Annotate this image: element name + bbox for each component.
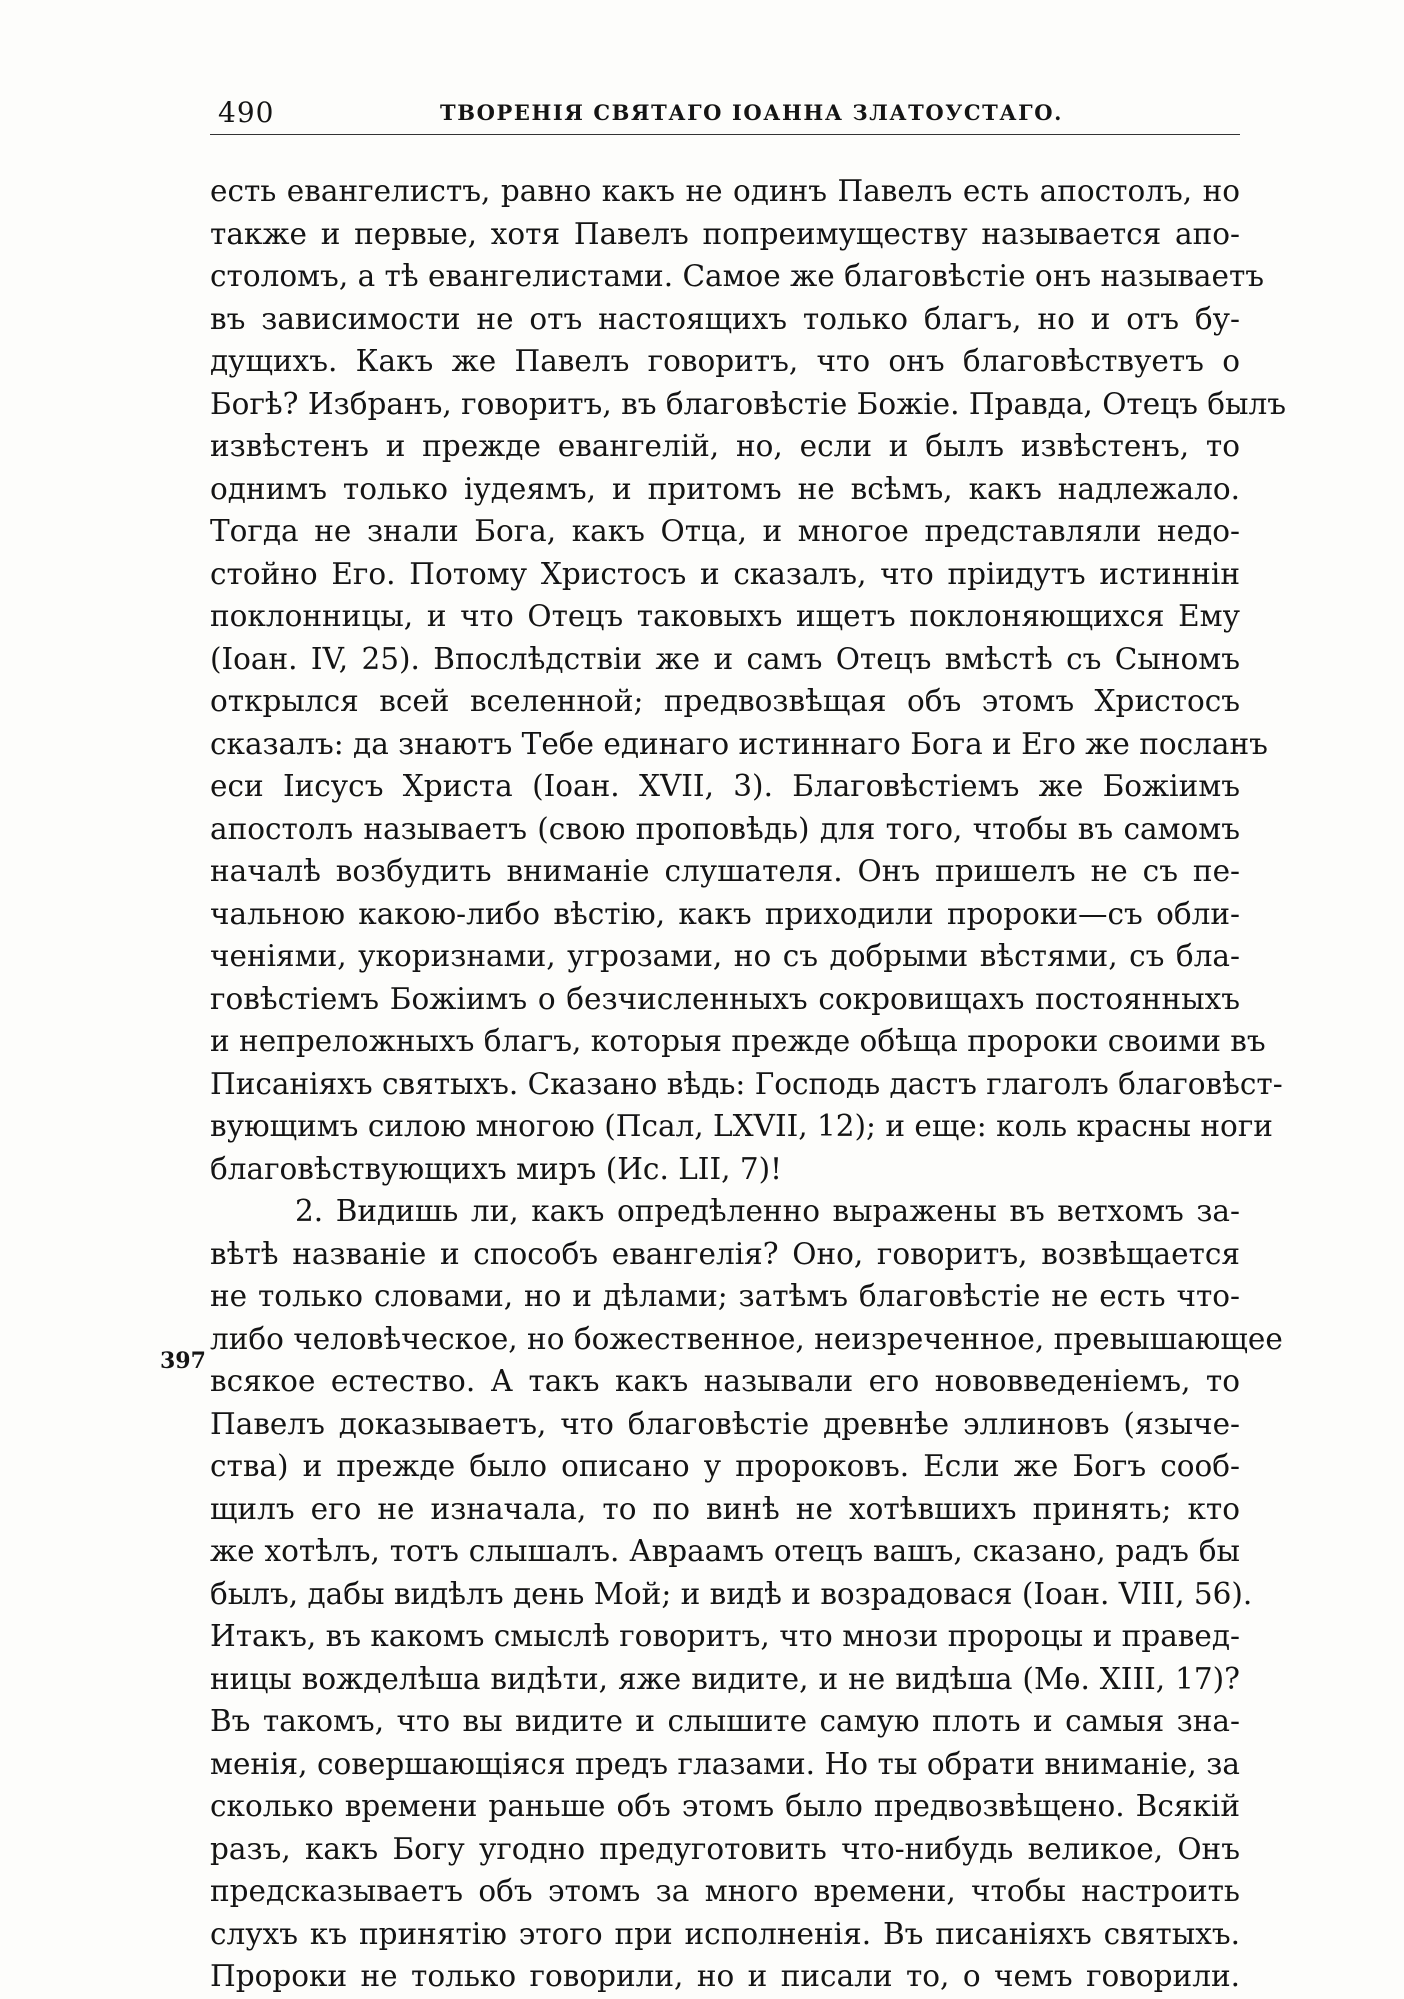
text-line: чальною какою-либо вѣстію, какъ приходили пророки—съ обли- bbox=[210, 896, 1240, 931]
body-text bbox=[210, 170, 1287, 1998]
text-line: извѣстенъ и прежде евангелій, но, если и былъ извѣстенъ, то bbox=[210, 429, 1240, 463]
text-line: также и первые, хотя Павелъ попреимуществу называется апо- bbox=[210, 216, 1240, 251]
text-line: открылся всей вселенной; предвозвѣщая объ этомъ Христосъ bbox=[210, 684, 1240, 718]
text-line: началѣ возбудить вниманіе слушателя. Онъ пришелъ не съ пе- bbox=[210, 854, 1240, 888]
text-line: апостолъ называетъ (свою проповѣдь) для того, чтобы въ самомъ bbox=[210, 811, 1240, 846]
text-line: всякое естество. А такъ какъ называли его нововведеніемъ, то bbox=[210, 1364, 1240, 1398]
text-line: есть евангелистъ, равно какъ не одинъ Павелъ есть апостолъ, но bbox=[210, 174, 1240, 208]
text-line: Богѣ? Избранъ, говоритъ, въ благовѣстіе Божіе. Правда, Отецъ былъ bbox=[210, 386, 1287, 421]
text-line: сколько времени раньше объ этомъ было предвозвѣщено. Всякій bbox=[210, 1789, 1240, 1823]
text-line: поклонницы, и что Отецъ таковыхъ ищетъ поклоняющихся Ему bbox=[210, 599, 1240, 633]
text-line: ницы вожделѣша видѣти, яже видите, и не видѣша (Мѳ. XIII, 17)? bbox=[210, 1661, 1240, 1696]
text-line: вующимъ силою многою (Псал, LXVII, 12); и еще: коль красны ноги bbox=[210, 1109, 1273, 1143]
text-line: говѣстіемъ Божіимъ о безчисленныхъ сокровищахъ постоянныхъ bbox=[210, 981, 1240, 1016]
text-line: благовѣствующихъ миръ (Ис. LII, 7)! bbox=[210, 1151, 782, 1186]
text-line: Писаніяхъ святыхъ. Сказано вѣдь: Господь дастъ глаголъ благовѣст- bbox=[210, 1066, 1283, 1101]
text-line: Павелъ доказываетъ, что благовѣстіе древнѣе эллиновъ (языче- bbox=[210, 1406, 1240, 1441]
text-line: однимъ только іудеямъ, и притомъ не всѣмъ, какъ надлежало. bbox=[210, 471, 1240, 506]
text-line: Въ такомъ, что вы видите и слышите самую плоть и самыя зна- bbox=[210, 1704, 1240, 1738]
header-rule bbox=[210, 134, 1240, 135]
text-line: щилъ его не изначала, то по винѣ не хотѣвшихъ принять; кто bbox=[210, 1491, 1240, 1526]
text-line: 2. Видишь ли, какъ опредѣленно выражены въ ветхомъ за- bbox=[295, 1194, 1240, 1228]
page-header bbox=[210, 96, 1240, 136]
text-line: разъ, какъ Богу угодно предуготовить что-нибудь великое, Онъ bbox=[210, 1831, 1240, 1866]
text-line: либо человѣческое, но божественное, неизреченное, превышающее bbox=[210, 1321, 1283, 1356]
text-line: Тогда не знали Бога, какъ Отца, и многое представляли недо- bbox=[210, 514, 1240, 548]
running-title: ТВОРЕНІЯ СВЯТАГО ІОАННА ЗЛАТОУСТАГО. bbox=[440, 100, 1064, 125]
text-line: Итакъ, въ какомъ смыслѣ говоритъ, что мнози пророцы и правед- bbox=[210, 1619, 1240, 1653]
text-line: и непреложныхъ благъ, которыя прежде обѣща пророки своими въ bbox=[210, 1024, 1266, 1058]
text-line: въ зависимости не отъ настоящихъ только благъ, но и отъ бу- bbox=[210, 301, 1240, 336]
text-line: ства) и прежде было описано у пророковъ. Если же Богъ сооб- bbox=[210, 1449, 1240, 1483]
text-line: слухъ къ принятію этого при исполненія. Въ писаніяхъ святыхъ. bbox=[210, 1916, 1240, 1951]
text-line: столомъ, а тѣ евангелистами. Самое же благовѣстіе онъ называетъ bbox=[210, 259, 1265, 293]
text-line: сказалъ: да знаютъ Тебе единаго истиннаго Бога и Его же посланъ bbox=[210, 726, 1268, 761]
page-number: 490 bbox=[218, 96, 275, 129]
text-line: дущихъ. Какъ же Павелъ говоритъ, что онъ благовѣствуетъ о bbox=[210, 344, 1240, 378]
text-line: менія, совершающіяся предъ глазами. Но ты обрати вниманіе, за bbox=[210, 1746, 1240, 1781]
text-line: не только словами, но и дѣлами; затѣмъ благовѣстіе не есть что- bbox=[210, 1279, 1240, 1313]
text-line: же хотѣлъ, тотъ слышалъ. Авраамъ отецъ вашъ, сказано, радъ бы bbox=[210, 1534, 1240, 1568]
text-line: ченіями, укоризнами, угрозами, но съ добрыми вѣстями, съ бла- bbox=[210, 939, 1240, 973]
text-line: вѣтѣ названіе и способъ евангелія? Оно, говоритъ, возвѣщается bbox=[210, 1236, 1240, 1271]
margin-reference-number: 397 bbox=[160, 1348, 206, 1374]
text-line: былъ, дабы видѣлъ день Мой; и видѣ и возрадовася (Іоан. VIII, 56). bbox=[210, 1576, 1253, 1611]
text-line: (Іоан. IV, 25). Впослѣдствіи же и самъ Отецъ вмѣстѣ съ Сыномъ bbox=[210, 641, 1240, 676]
text-line: Пророки не только говорили, но и писали то, о чемъ говорили. bbox=[210, 1959, 1240, 1993]
text-line: еси Іисусъ Христа (Іоан. XVII, 3). Благовѣстіемъ же Божіимъ bbox=[210, 769, 1240, 803]
text-line: предсказываетъ объ этомъ за много времени, чтобы настроить bbox=[210, 1874, 1240, 1908]
text-line: стойно Его. Потому Христосъ и сказалъ, что пріидутъ истиннін bbox=[210, 556, 1240, 591]
